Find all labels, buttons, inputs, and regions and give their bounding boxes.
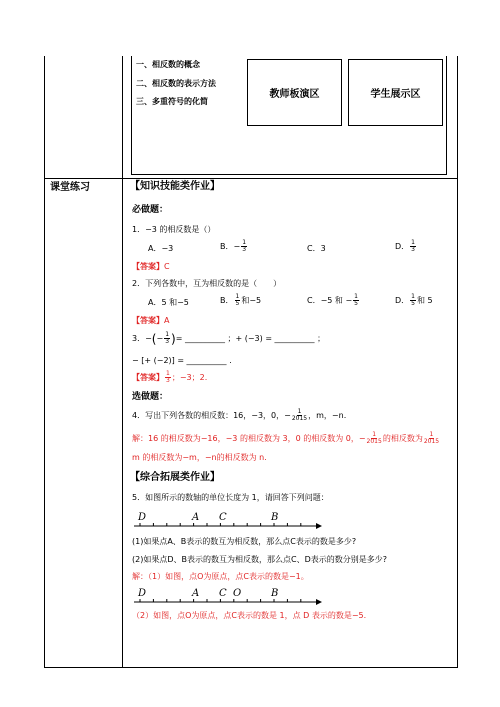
q3-line1: 3．− ( − $\frac{1}{3}$ ) = __________ ；+ (−3) = __________ ； [132,331,326,346]
table-left-border [44,56,45,668]
axis2-label-c: C [219,588,227,599]
required-label: 必做题： [132,205,169,215]
number-line-2 [128,584,324,610]
q5-sub2: (2)如果点D、B表示的数互为相反数，那么点C、D表示的数分别是多少? [132,555,387,564]
q1-option-c: C．3 [307,244,326,253]
q2-b-fraction: $\frac{1}{5}$ [235,293,240,307]
axis1-label-c: C [219,512,227,523]
student-display-label: 学生展示区 [370,89,421,100]
row-label-practice: 课堂练习 [50,182,90,193]
section-title-skills: 【知识技能类作业】 [130,181,220,192]
outline-item-3: 三、多重符号的化简 [136,97,208,106]
q2-d-fraction: $\frac{1}{5}$ [411,293,415,307]
axis1-label-d: D [138,512,147,523]
number-line-1 [128,508,324,534]
q4-stem: 4．写出下列各数的相反数：16，−3，0，− $\frac{1}{2015}$ ，m，−n. [132,408,347,422]
q1-d-fraction: $\frac{1}{3}$ [411,239,415,253]
q1-option-b: B．− $\frac{1}{3}$ [220,239,247,253]
table-column-divider [122,56,123,668]
q5-solution-2: （2）如图，点O为原点，点C表示的数是 1，点 D 表示的数是−5. [132,611,367,620]
q3-answer-fraction: $\frac{1}{3}$ [166,370,170,384]
student-display-box [348,59,443,126]
q2-answer: 【答案】A [132,316,170,325]
q2-stem: 2．下列各数中，互为相反数的是（ ） [132,279,282,288]
q2-option-a: A．5 和−5 [148,298,189,307]
axis2-label-d: D [138,588,147,599]
q1-option-a: A．−3 [148,244,174,253]
q2-option-d: D． $\frac{1}{5}$ 和 5 [395,293,433,307]
axis1-label-b: B [271,512,279,523]
teacher-board-box [247,59,342,126]
q4-sol-fraction-a: $\frac{1}{2015}$ [366,431,382,445]
outline-item-2: 二、相反数的表示方法 [136,79,216,88]
axis1-label-a: A [192,512,200,523]
q5-solution-1: 解：（1）如图，点O为原点，点C表示的数是−1。 [132,572,309,581]
q3-answer: 【答案】 $\frac{1}{3}$ ；−3；2. [132,370,208,384]
axis2-label-a: A [192,588,200,599]
q2-c-fraction: $\frac{1}{5}$ [354,293,358,307]
inner-cell-left-border [131,56,132,175]
optional-label: 选做题： [132,392,169,402]
table-bottom-border [44,667,458,668]
axis2-label-b: B [271,588,279,599]
q4-solution-line1: 解：16 的相反数为−16，−3 的相反数为 3，0 的相反数为 0，− $\frac{1}{2015}$ 的相反数为 $\frac{1}{2015}$ [132,431,440,445]
inner-cell-right-border [446,56,447,175]
axis2-label-o: O [233,588,242,599]
section-title-extension: 【综合拓展类作业】 [130,472,220,483]
q1-fraction: $\frac{1}{3}$ [242,239,247,253]
q2-option-c: C．−5 和 − $\frac{1}{5}$ [307,293,358,307]
inner-cell-bottom-border [131,174,447,175]
q4-solution-line2: m 的相反数为−m，−n的相反数为 n. [132,453,267,462]
q1-stem: 1．−3 的相反数是（） [132,225,216,234]
q3-fraction: $\frac{1}{3}$ [165,331,170,345]
table-row-divider [44,178,458,179]
q2-option-b: B． $\frac{1}{5}$ 和−5 [220,293,262,307]
teacher-board-label: 教师板演区 [269,89,320,100]
q5-sub1: (1)如果点A、B表示的数互为相反数，那么点C表示的数是多少? [132,537,357,546]
table-right-border [457,56,458,668]
q4-fraction: $\frac{1}{2015}$ [291,408,308,422]
q1-answer: 【答案】C [132,262,170,271]
outline-item-1: 一、相反数的概念 [136,60,200,69]
q5-stem: 5．如图所示的数轴的单位长度为 1，请回答下列问题： [132,493,329,502]
q4-sol-fraction-b: $\frac{1}{2015}$ [423,431,440,445]
q3-line2: − [+ (−2)] = __________ . [132,356,232,365]
q1-option-d: D． $\frac{1}{3}$ [395,239,415,253]
